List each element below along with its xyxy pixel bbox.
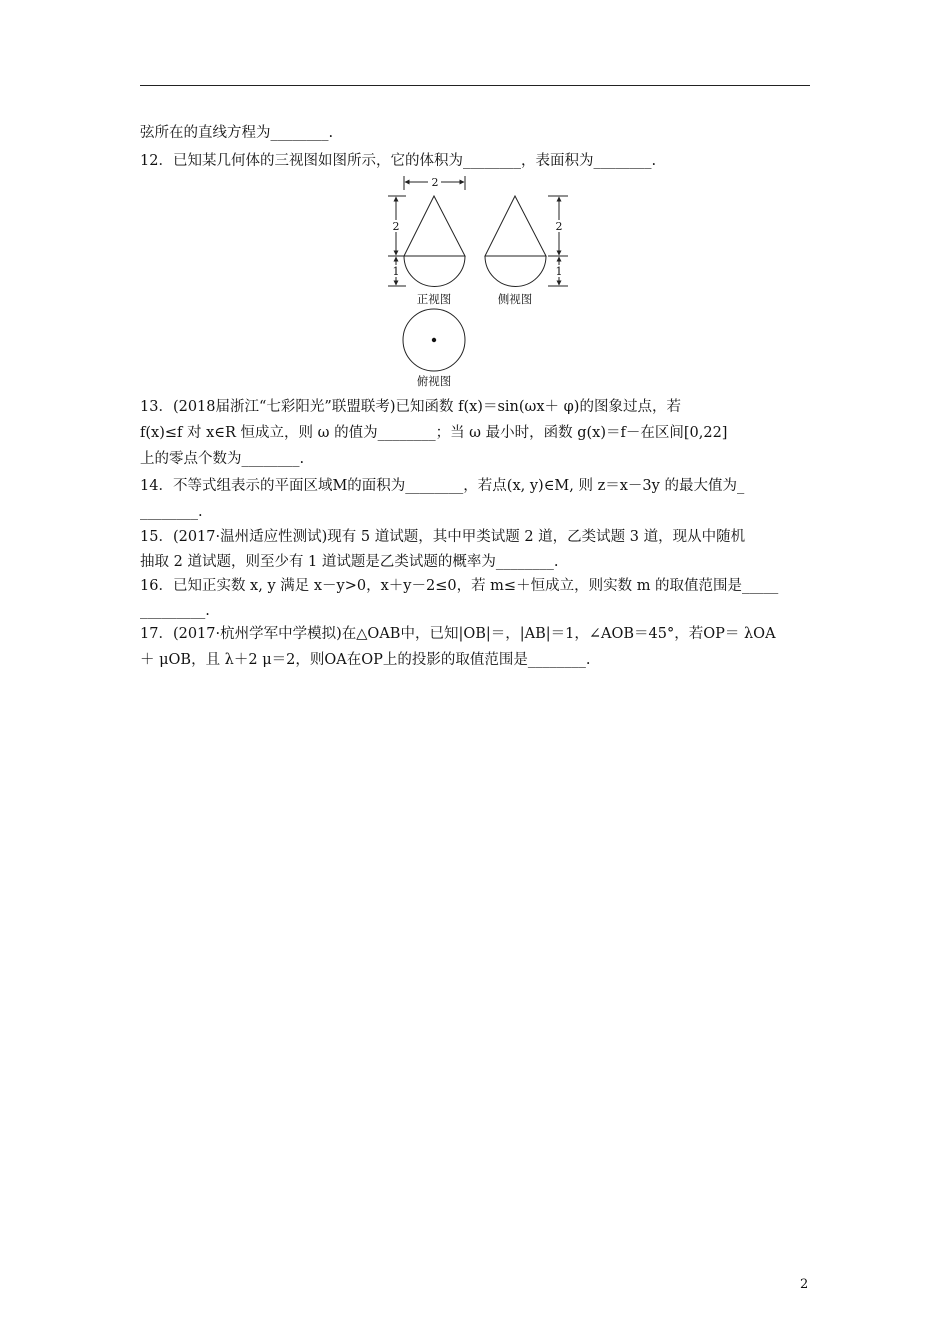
question-15-line-1: 15．(2017·温州适应性测试)现有 5 道试题，其中甲类试题 2 道，乙类试题 3 道，现从中随机	[140, 529, 746, 545]
question-15-line-2: 抽取 2 道试题，则至少有 1 道试题是乙类试题的概率为________.	[140, 554, 559, 570]
dim-label-right-bottom: 1	[555, 265, 563, 278]
question-13-line-2: f(x)≤f 对 x∈R 恒成立，则 ω 的值为________；当 ω 最小时，函数 g(x)＝f－在区间[0,22]	[140, 425, 728, 441]
caption-front-view: 正视图	[416, 292, 452, 306]
question-16-line-1: 16．已知正实数 x, y 满足 x－y>0，x＋y－2≤0，若 m≤＋恒成立，则实数 m 的取值范围是_____	[140, 578, 779, 594]
front-view-semicircle	[404, 256, 465, 287]
dim-label-top: 2	[431, 176, 439, 189]
dim-label-right-top: 2	[555, 220, 563, 233]
dim-label-left-bottom: 1	[392, 265, 400, 278]
side-view-semicircle	[485, 256, 546, 287]
question-13-line-3: 上的零点个数为________.	[140, 451, 305, 467]
question-17-line-2: ＋ μOB，且 λ＋2 μ＝2，则OA在OP上的投影的取值范围是________.	[140, 652, 591, 668]
question-13-line-1: 13．(2018届浙江“七彩阳光”联盟联考)已知函数 f(x)＝sin(ωx＋ φ)的图象过点，若	[140, 399, 681, 415]
side-view-triangle	[485, 196, 546, 256]
top-view-center-dot	[432, 338, 436, 342]
three-view-figure	[384, 170, 574, 392]
caption-top-view: 俯视图	[416, 374, 452, 388]
caption-side-view: 侧视图	[497, 292, 533, 306]
question-14-line-2: ________.	[140, 504, 203, 520]
question-17-line-1: 17．(2017·杭州学军中学模拟)在△OAB中，已知|OB|＝，|AB|＝1，∠AOB＝45°，若OP＝ λOA	[140, 626, 776, 642]
question-14-line-1: 14．不等式组表示的平面区域M的面积为________，若点(x, y)∈M, 则 z＝x－3y 的最大值为_	[140, 478, 745, 494]
dim-label-left-top: 2	[392, 220, 400, 233]
page-number: 2	[800, 1277, 809, 1292]
text-line-1: 弦所在的直线方程为________.	[140, 125, 334, 141]
front-view-triangle	[404, 196, 465, 256]
question-16-line-2: _________.	[140, 603, 210, 619]
header-rule	[140, 85, 810, 86]
question-12: 12．已知某几何体的三视图如图所示，它的体积为________，表面积为________.	[140, 153, 657, 169]
